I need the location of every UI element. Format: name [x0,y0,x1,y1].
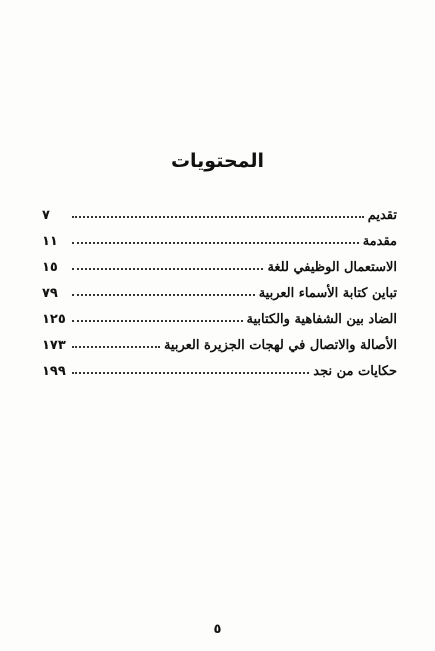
toc-entry [42,353,397,379]
toc-entry-title: تباين كتابة الأسماء العربية [258,286,397,301]
toc-entry-page: ١٢٥ [42,312,66,327]
dot-leader [72,294,255,296]
toc-entry [42,197,397,223]
toc-entry-page: ١٧٣ [42,338,66,353]
dot-leader [72,216,364,218]
toc-entry-title: مقدمة [362,234,397,249]
toc-entry [42,275,397,301]
toc-entry-title: حكايات من نجد [313,364,397,379]
toc-entry-title: الاستعمال الوظيفي للغة [267,260,397,275]
page-title: المحتويات [170,150,265,172]
toc-entry-title: الضاد بين الشفاهية والكتابية [246,312,397,327]
toc-entry [42,301,397,327]
table-of-contents [42,197,397,379]
toc-entry [42,249,397,275]
toc-entry-page: ١٥ [42,260,58,275]
toc-entry [42,327,397,353]
toc-entry [42,223,397,249]
dot-leader [72,346,160,348]
dot-leader [72,268,263,270]
toc-entry-page: ١٩٩ [42,364,66,379]
toc-entry-page: ١١ [42,234,58,249]
dot-leader [72,372,309,374]
dot-leader [72,320,243,322]
page-number: ٥ [213,622,222,637]
dot-leader [72,242,359,244]
toc-entry-title: الأصالة والاتصال في لهجات الجزيرة العربية [163,338,397,353]
toc-entry-page: ٧٩ [42,286,58,301]
toc-entry-title: تقديم [367,208,397,223]
toc-entry-page: ٧ [42,208,50,223]
